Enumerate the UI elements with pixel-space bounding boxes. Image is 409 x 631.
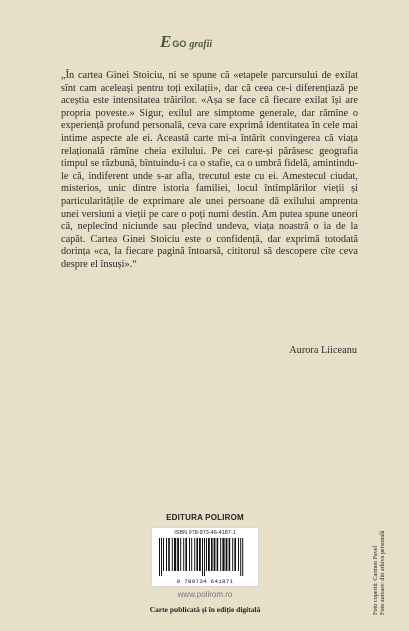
barcode-bars bbox=[158, 538, 252, 576]
barcode-bar bbox=[226, 538, 228, 571]
quote-author: Aurora Liiceanu bbox=[289, 345, 357, 356]
barcode-bar bbox=[240, 538, 241, 576]
barcode-bar bbox=[229, 538, 231, 571]
photo-credits bbox=[372, 530, 387, 615]
barcode-bar bbox=[189, 538, 190, 571]
isbn-label: ISBN 978-973-46-4187-1 bbox=[174, 530, 236, 536]
barcode-bar bbox=[222, 538, 224, 571]
barcode-bar bbox=[174, 538, 176, 571]
isbn-barcode bbox=[151, 527, 259, 587]
barcode-bar bbox=[199, 538, 201, 571]
barcode-bar bbox=[191, 538, 192, 571]
barcode-bar bbox=[172, 538, 173, 571]
barcode-bar bbox=[177, 538, 179, 571]
barcode-bar bbox=[163, 538, 164, 571]
barcode-bar bbox=[238, 538, 239, 571]
logo-grafii: grafii bbox=[189, 39, 213, 50]
barcode-bar bbox=[180, 538, 181, 571]
cover-photo-credit: Foto copertă: Carmen Pavel bbox=[372, 545, 379, 615]
barcode-bar bbox=[185, 538, 187, 571]
barcode-bar bbox=[208, 538, 210, 571]
barcode-bar bbox=[168, 538, 170, 571]
barcode-bar bbox=[196, 538, 198, 571]
barcode-bar bbox=[159, 538, 160, 576]
barcode-bar bbox=[206, 538, 207, 571]
back-cover-quote bbox=[61, 70, 358, 272]
barcode-bar bbox=[220, 538, 221, 571]
publisher-website[interactable]: www.polirom.ro bbox=[177, 590, 233, 599]
barcode-bar bbox=[161, 538, 162, 576]
barcode-bar bbox=[166, 538, 167, 571]
author-photo-credit: Foto autoare: din arhiva personală bbox=[379, 530, 387, 615]
barcode-bar bbox=[242, 538, 243, 576]
barcode-bar bbox=[214, 538, 216, 571]
ego-grafii-logo bbox=[160, 32, 212, 52]
publisher-name: EDITURA POLIROM bbox=[166, 513, 244, 522]
barcode-bar bbox=[217, 538, 219, 571]
barcode-digits: 9 789734 641871 bbox=[176, 578, 234, 585]
barcode-bar bbox=[183, 538, 184, 571]
barcode-bar bbox=[194, 538, 195, 571]
barcode-bar bbox=[202, 538, 203, 576]
barcode-bar bbox=[232, 538, 233, 571]
quote-paragraph: „În cartea Ginei Stoiciu, ni se spune că «etapele parcursului de exilat sînt cam aceleași pentru toți exilații», dar că ceea ce-i diferențiază pe aceștia este intensitatea trăirilor. «Așa se face că fiecare exilat își are propria poveste.» Sigur, exilul are simptome generale, dar rămîne o experiență profund personală, ceva care exprimă identitatea în cele mai intime aspecte ale ei. Această carte mi-a întărit convingerea că viața relațională rămîne cheia exilului. Pe cei care-și părăsesc geografia timpul se răzbună, bîntuindu-i ca o stafie, ca o umbră fidelă, amintindu-le că, indiferent unde s-ar afla, trecutul este cu ei. Amestecul ciudat, misterios, unic dintre istoria familiei, locul întîmplărilor vieții și particularitățile de exprimare ale unei persoane dă exilului amprenta unei versiuni a vieții pe care o poți numi destin. Am putea spune uneori că, neplecînd niciunde sau plecînd undeva, viața noastră o ia de la capăt. Cartea Ginei Stoiciu este o confidență, dar exprimă totodată dorința «ca, la fiecare pagină întoarsă, cititorul să descopere cîte ceva despre el însuși».“ bbox=[61, 70, 358, 270]
barcode-bar bbox=[211, 538, 213, 571]
barcode-bar bbox=[234, 538, 236, 571]
logo-go: GO bbox=[172, 39, 187, 49]
logo-letter-e: E bbox=[160, 32, 172, 51]
barcode-bar bbox=[204, 538, 205, 576]
digital-edition-note: Carte publicată și în ediție digitală bbox=[149, 605, 261, 614]
publisher-block bbox=[140, 513, 270, 614]
